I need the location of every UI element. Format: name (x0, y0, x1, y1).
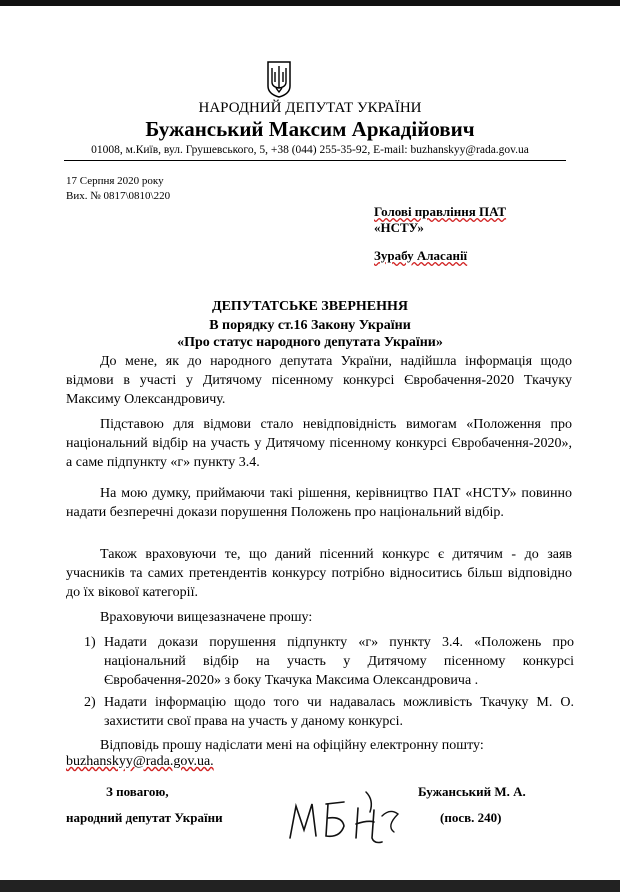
bottom-edge (0, 880, 620, 892)
letter-date: 17 Серпня 2020 року (66, 175, 164, 187)
closing-signer: Бужанський М. А. (418, 784, 526, 799)
top-edge (0, 0, 620, 6)
paragraph-2: Підставою для відмови стало невідповідність вимогам «Положення про національний відбір на участь у Дитячому пісенному конкурсі Євробачення-2020», а саме підпункту «г» пункту 3.4. (66, 417, 572, 470)
trident-icon (266, 60, 292, 98)
paragraph-5: Враховуючи вищезазначене прошу: (100, 610, 313, 625)
header-role: НАРОДНИЙ ДЕПУТАТ УКРАЇНИ (198, 100, 422, 116)
title-line3: «Про статус народного депутата України» (177, 335, 443, 350)
header-contact: 01008, м.Київ, вул. Грушевського, 5, +38 (044) 255-35-92, E-mail: buzhanskyy@rada.gov.ua (91, 144, 529, 156)
header-name: Бужанський Максим Аркадійович (145, 117, 475, 141)
handwritten-signature (282, 786, 412, 848)
paragraph-3: На мою думку, приймаючи такі рішення, керівництво ПАТ «НСТУ» повинно надати безперечні докази порушення Положень про національний відбір. (66, 486, 572, 520)
title-line2: В порядку ст.16 Закону України (209, 318, 411, 333)
paragraph-1: До мене, як до народного депутата України, надійшла інформація щодо відмови в участі у Дитячому пісенному конкурсі Євробачення-2020 Ткачуку Максиму Олександровичу. (66, 354, 572, 407)
list-num-2: 2) (84, 695, 96, 710)
header-rule (64, 160, 566, 161)
list-item-1: Надати докази порушення підпункту «г» пункту 3.4. «Положень про національний відбір на участь у Дитячому пісенному конкурсі Євробачення-2020» з боку Ткачука Максима Олександровича . (104, 635, 574, 688)
closing-regards: З повагою, (106, 784, 169, 799)
addressee-line2: «НСТУ» (374, 220, 424, 235)
closing-position: народний депутат України (66, 810, 223, 825)
list-num-1: 1) (84, 635, 96, 650)
addressee-line1: Голові правління ПАТ (374, 204, 507, 219)
closing-cert: (посв. 240) (440, 810, 502, 825)
paragraph-4: Також враховуючи те, що даний пісенний конкурс є дитячим - до заяв учасників та самих претендентів конкурсу потрібно відноситись більш відповідно до їх вікової категорії. (66, 547, 572, 600)
reply-email: buzhanskyy@rada.gov.ua. (66, 754, 214, 769)
paragraph-6: Відповідь прошу надіслати мені на офіційну електронну пошту: (100, 738, 484, 753)
addressee-line3: Зурабу Аласанії (374, 248, 468, 263)
title-line1: ДЕПУТАТСЬКЕ ЗВЕРНЕННЯ (211, 299, 409, 314)
list-item-2: Надати інформацію щодо того чи надавалась можливість Ткачуку М. О. захистити свої права на участь у даному конкурсі. (104, 695, 574, 729)
letter-ref: Вих. № 0817\0810\220 (66, 190, 171, 202)
